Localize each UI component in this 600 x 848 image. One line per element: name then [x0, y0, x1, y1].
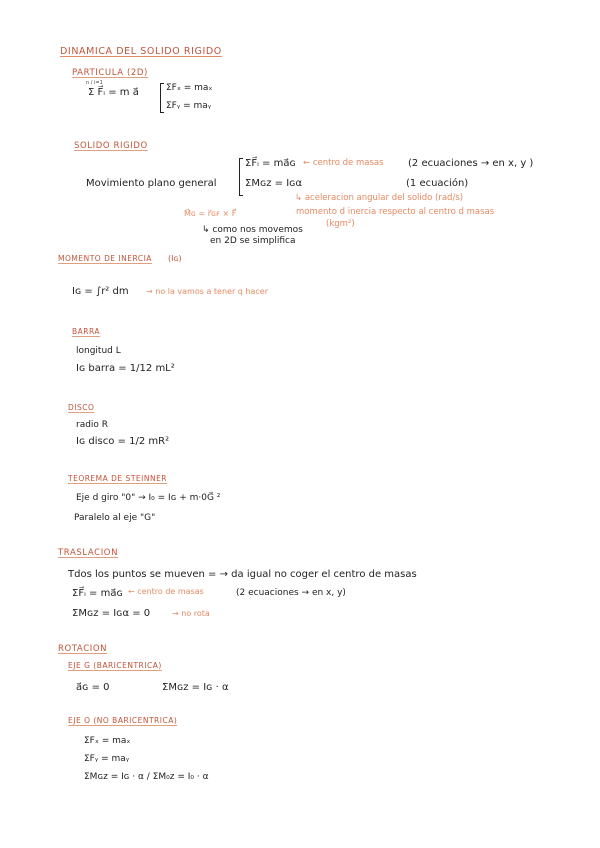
solido-label: Movimiento plano general — [86, 178, 217, 189]
solido-note-units: (kgm²) — [326, 219, 355, 229]
particula-heading: PARTICULA (2D) — [72, 68, 148, 78]
solido-eq1-note — [303, 158, 384, 168]
traslacion-eq2-note: → no rota — [172, 609, 210, 618]
eje-g-eq2: ΣMɢᴢ = Iɢ · α — [162, 682, 229, 693]
solido-eq1-count: (2 ecuaciones → en x, y ) — [408, 158, 534, 169]
arrow-return-icon: ↳ — [202, 225, 210, 235]
momento-formula: Iɢ = ∫r² dm — [72, 286, 129, 297]
eje-o-eq1: ΣFₓ = maₓ — [84, 736, 131, 746]
particula-brace — [160, 83, 161, 113]
momento-heading: MOMENTO DE INERCIA — [58, 254, 152, 263]
particula-sum-limits: n / i=1 — [86, 80, 103, 86]
page-title: DINAMICA DEL SOLIDO RIGIDO — [60, 46, 222, 57]
solido-note-2d-line1 — [202, 225, 303, 235]
solido-note-alpha-text: aceleracion angular del solido (rad/s) — [304, 193, 464, 203]
eje-g-eq1: a⃗ɢ = 0 — [76, 682, 110, 693]
steiner-line2: Paralelo al eje "G" — [74, 513, 156, 523]
arrow-left-icon: ← — [303, 158, 311, 168]
rotacion-heading: ROTACION — [58, 644, 108, 654]
solido-eq2: ΣMɢᴢ = Iɢα — [245, 178, 303, 189]
solido-note-inertia: momento d inercia respecto al centro d masas — [296, 207, 495, 217]
solido-heading: SOLIDO RIGIDO — [74, 141, 148, 151]
particula-sum-eq: Σ F⃗ᵢ = m a⃗ — [88, 87, 139, 98]
eje-o-eq3: ΣMɢᴢ = Iɢ · α / ΣM₀ᴢ = I₀ · α — [84, 772, 209, 782]
solido-note-2d-line1-text: como nos movemos — [212, 225, 303, 235]
solido-note-alpha — [295, 193, 463, 203]
arrow-curve-icon: ↳ — [295, 193, 303, 203]
particula-eq-x: ΣFₓ = maₓ — [166, 83, 213, 93]
eje-o-heading: EJE O (NO BARICENTRICA) — [68, 716, 178, 725]
disco-heading: DISCO — [68, 403, 95, 412]
solido-note-2d-line2: en 2D se simplifica — [210, 236, 296, 246]
solido-eq1: ΣF⃗ᵢ = ma⃗ɢ — [245, 158, 296, 169]
traslacion-line1: Tdos los puntos se mueven = → da igual no coger el centro de masas — [68, 569, 417, 580]
momento-symbol: (Iɢ) — [168, 254, 182, 263]
traslacion-eq2: ΣMɢᴢ = Iɢα = 0 — [72, 608, 151, 619]
momento-note: → no la vamos a tener q hacer — [146, 287, 268, 296]
eje-g-heading: EJE G (BARICENTRICA) — [68, 661, 162, 670]
steiner-line1: Eje d giro "0" → I₀ = Iɢ + m·0G⃗ ² — [76, 493, 221, 503]
solido-eq2-count: (1 ecuación) — [406, 178, 469, 189]
disco-line1: radio R — [76, 420, 109, 430]
barra-formula: Iɢ barra = 1/12 mL² — [76, 363, 175, 374]
particula-eq-y: ΣFᵧ = maᵧ — [166, 101, 212, 111]
solido-eq1-note-text: centro de masas — [312, 158, 384, 168]
disco-formula: Iɢ disco = 1/2 mR² — [76, 436, 170, 447]
traslacion-eq-note — [128, 587, 204, 596]
steiner-heading: TEOREMA DE STEINNER — [68, 474, 168, 483]
eje-o-eq2: ΣFᵧ = maᵧ — [84, 754, 130, 764]
solido-mg-formula: M⃗ɢ = r⃗ɢꜰ × F⃗ — [184, 209, 237, 218]
traslacion-heading: TRASLACION — [58, 548, 119, 558]
solido-brace — [239, 158, 240, 196]
traslacion-eq: ΣF⃗ᵢ = ma⃗ɢ — [72, 588, 123, 599]
traslacion-eq-note-text: centro de masas — [137, 587, 204, 596]
barra-line1: longitud L — [76, 346, 121, 356]
arrow-left-icon: ← — [128, 587, 135, 596]
barra-heading: BARRA — [72, 327, 101, 336]
traslacion-eq-count: (2 ecuaciones → en x, y) — [236, 588, 346, 598]
